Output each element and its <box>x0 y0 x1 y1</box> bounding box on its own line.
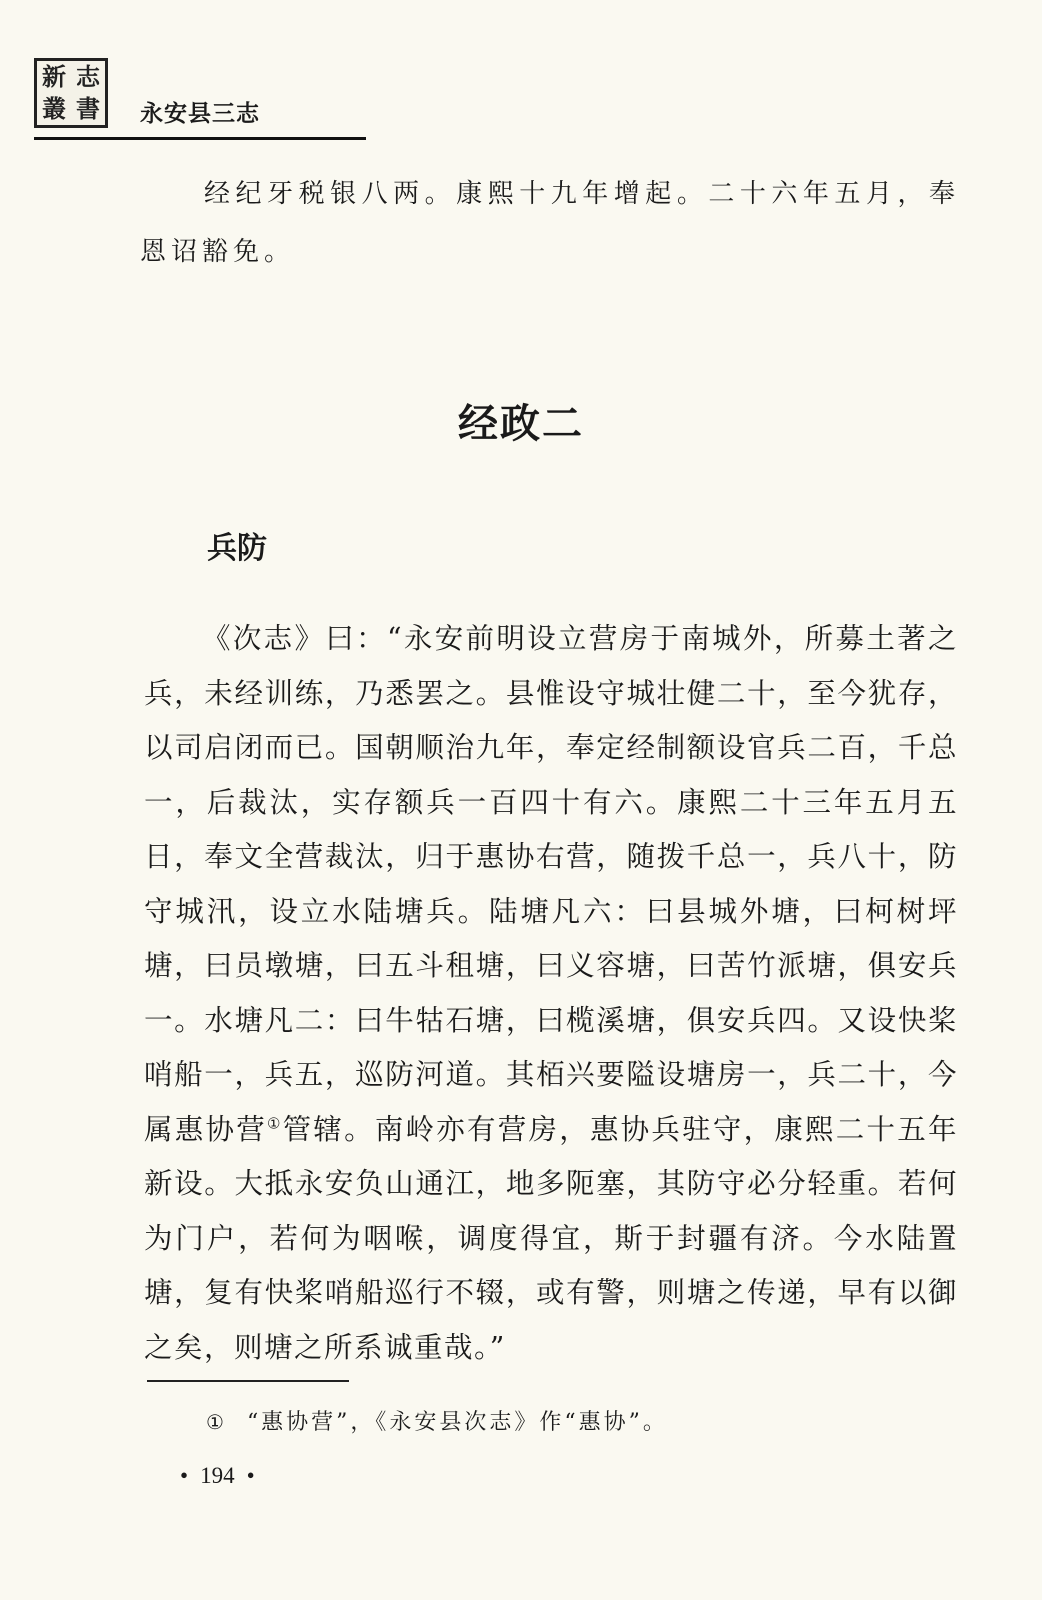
seal-char: 志 <box>76 62 100 91</box>
main-paragraph-text: 《次志》曰：“永安前明设立营房于南城外，所募土著之兵，未经训练，乃悉罢之。县惟设守城壮健二十，至今犹存，以司启闭而已。国朝顺治九年，奉定经制额设官兵二百，千总一，后裁汰，实存额兵一百四十有六。康熙二十三年五月五日，奉文全营裁汰，归于惠协右营，随拨千总一，兵八十，防守城汛，设立水陆塘兵。陆塘凡六：曰县城外塘，曰柯树坪塘，曰员墩塘，曰五斗租塘，曰义容塘，曰苦竹派塘，俱安兵一。水塘凡二：曰牛牯石塘，曰榄溪塘，俱安兵四。又设快桨哨船一，兵五，巡防河道。其栢兴要隘设塘房一，兵二十，今属惠协营 <box>144 622 958 1146</box>
footnote-text: “惠协营”，《永安县次志》作“惠协”。 <box>246 1410 668 1435</box>
header-rule <box>34 137 366 140</box>
footnote-marker: ① <box>206 1410 227 1434</box>
seal-char: 書 <box>76 94 100 123</box>
main-paragraph <box>144 612 958 1375</box>
page-number <box>168 1463 267 1489</box>
series-seal-logo <box>34 58 108 128</box>
footnote-reference[interactable]: ① <box>266 1114 283 1132</box>
subsection-title: 兵防 <box>207 531 267 566</box>
section-title: 经政二 <box>458 401 584 447</box>
page-number-value: 194 <box>200 1463 235 1488</box>
seal-char: 新 <box>42 62 66 91</box>
running-title: 永安县三志 <box>140 101 260 127</box>
page-number-dot: • <box>180 1463 189 1488</box>
continued-paragraph: 经纪牙税银八两。康熙十九年增起。二十六年五月，奉恩诏豁免。 <box>140 179 960 267</box>
footnote <box>206 1405 668 1436</box>
main-paragraph-text: 管辖。南岭亦有营房，惠协兵驻守，康熙二十五年新设。大抵永安负山通江，地多阨塞，其防守必分轻重。若何为门户，若何为咽喉，调度得宜，斯于封疆有济。今水陆置塘，复有快桨哨船巡行不辍，或有警，则塘之传递，早有以御之矣，则塘之所系诚重哉。” <box>144 1112 958 1364</box>
seal-char: 叢 <box>42 94 66 123</box>
page-number-dot: • <box>246 1463 255 1488</box>
footnote-rule <box>147 1380 349 1382</box>
